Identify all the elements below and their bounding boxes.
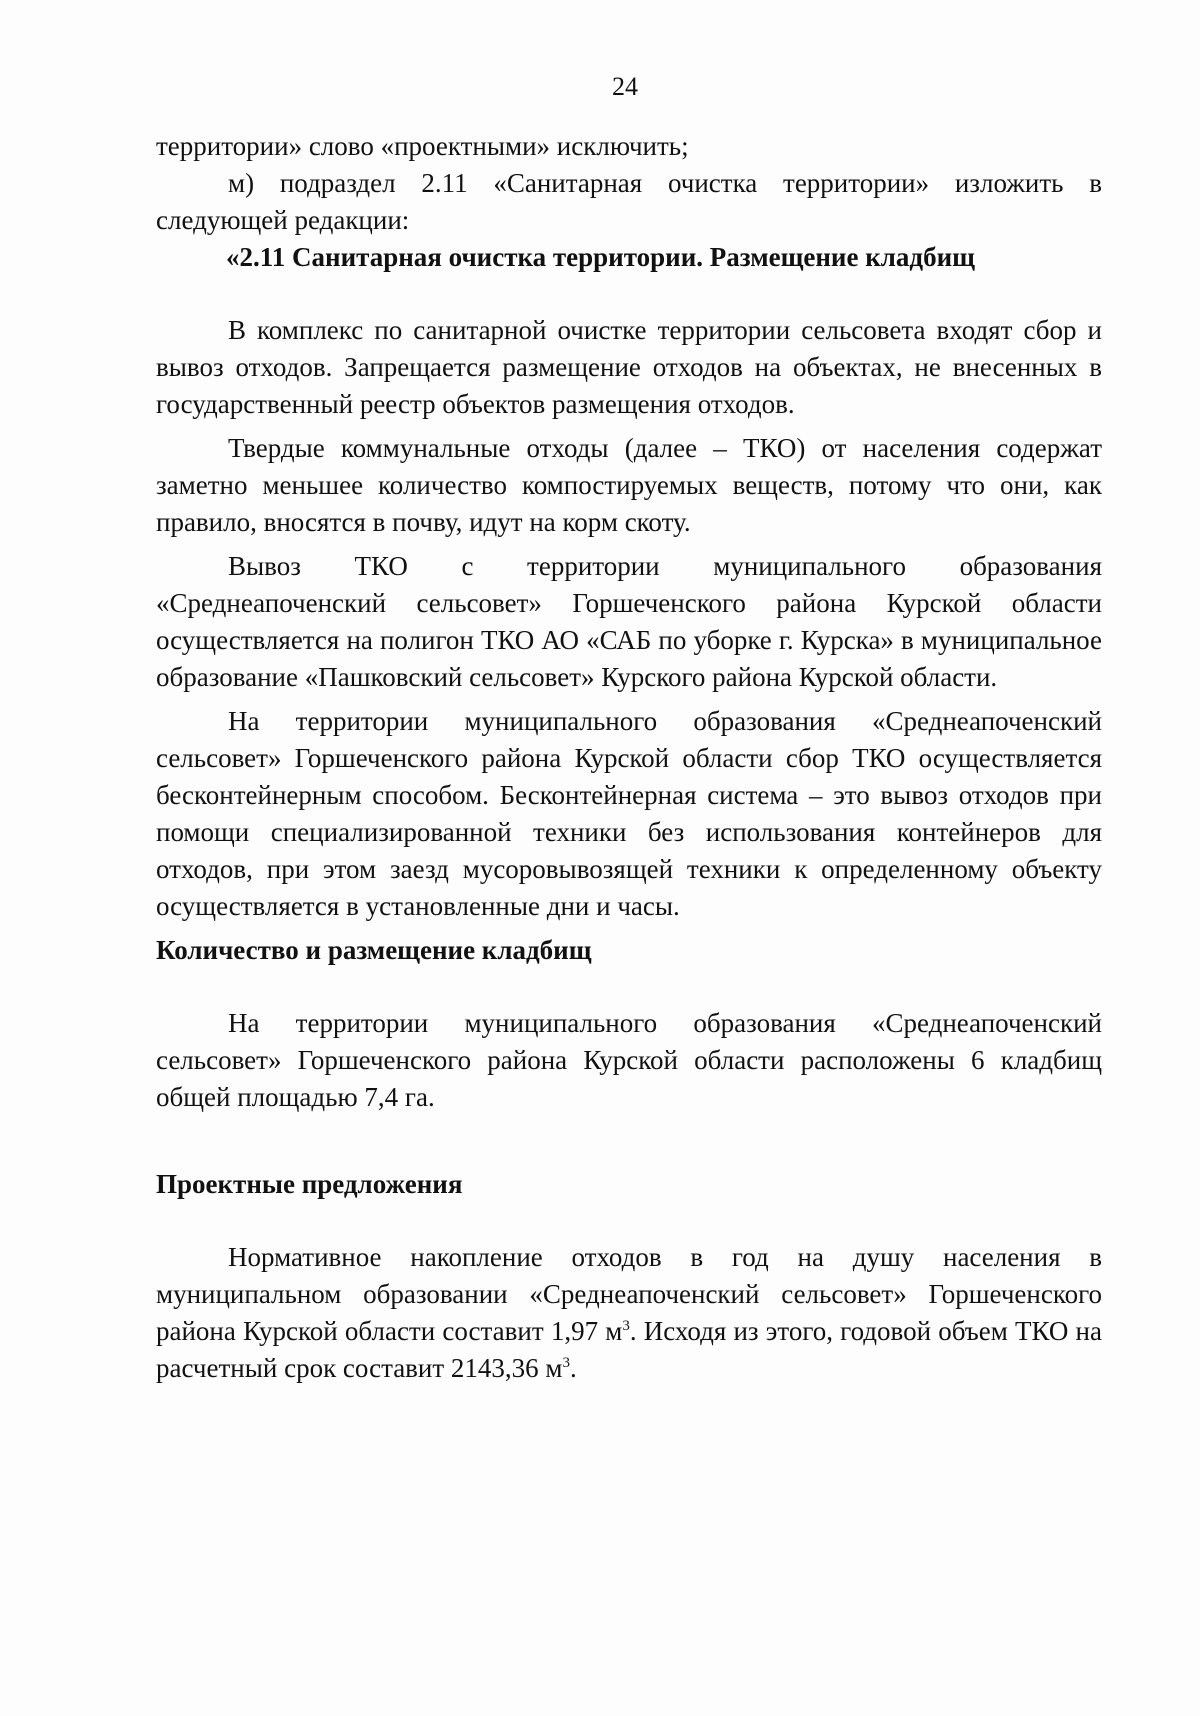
spacer [156, 1116, 1102, 1166]
text-amendment-m: м) подраздел 2.11 «Санитарная очистка территории» изложить в следующей редакции: [156, 168, 1102, 235]
heading-proposals: Проектные предложения [156, 1169, 463, 1199]
paragraph-solid-waste: Твердые коммунальные отходы (далее – ТКО) от населения содержат заметно меньшее количество компостируемых веществ, потому что они, как правило, вносятся в почву, идут на корм скоту. [156, 433, 1102, 537]
text-line-territory: территории» слово «проектными» исключить; [156, 131, 689, 161]
paragraph-sanitary-complex: В комплекс по санитарной очистке территории сельсовета входят сбор и вывоз отходов. Запрещается размещение отходов на объектах, не внесенных в государственный реестр объектов размещения отходов. [156, 315, 1102, 419]
waste-norm-text-2: . Исходя из этого, годовой объем ТКО на расчетный срок составит 2143,36 м [156, 1316, 1102, 1383]
spacer [156, 541, 1102, 548]
page-number: 24 [612, 72, 638, 101]
cubic-superscript-1: 3 [622, 1318, 630, 1334]
spacer [156, 276, 1102, 312]
waste-norm-text-1: Нормативное накопление отходов в год на душу населения в муниципальном образовании «Среднеапоченский сельсовет» Горшеченского района Курской области составит 1,97 м [156, 1242, 1102, 1346]
paragraph-waste-norm [156, 1239, 1102, 1387]
waste-norm-text-3: . [570, 1353, 577, 1383]
spacer [156, 696, 1102, 703]
spacer [156, 1203, 1102, 1239]
spacer [156, 925, 1102, 932]
paragraph-containerless-system: На территории муниципального образования «Среднеапоченский сельсовет» Горшеченского района Курской области сбор ТКО осуществляется бесконтейнерным способом. Бесконтейнерная система – это вывоз отходов при помощи специализированной техники без использования контейнеров для отходов, при этом заезд мусоровывозящей техники к определенному объекту осуществляется в установленные дни и часы. [156, 706, 1102, 921]
paragraph-cemeteries-count: На территории муниципального образования «Среднеапоченский сельсовет» Горшеченского района Курской области расположены 6 кладбищ общей площадью 7,4 га. [156, 1008, 1102, 1112]
document-body [156, 128, 1102, 1387]
spacer [156, 969, 1102, 1005]
spacer [156, 423, 1102, 430]
paragraph-waste-removal: Вывоз ТКО с территории муниципального образования «Среднеапоченский сельсовет» Горшеченского района Курской области осуществляется на полигон ТКО АО «САБ по уборке г. Курска» в муниципальное образование «Пашковский сельсовет» Курского района Курской области. [156, 551, 1102, 692]
cubic-superscript-2: 3 [562, 1355, 571, 1371]
heading-cemeteries: Количество и размещение кладбищ [156, 935, 592, 965]
heading-section-2-11: «2.11 Санитарная очистка территории. Размещение кладбищ [226, 242, 975, 272]
